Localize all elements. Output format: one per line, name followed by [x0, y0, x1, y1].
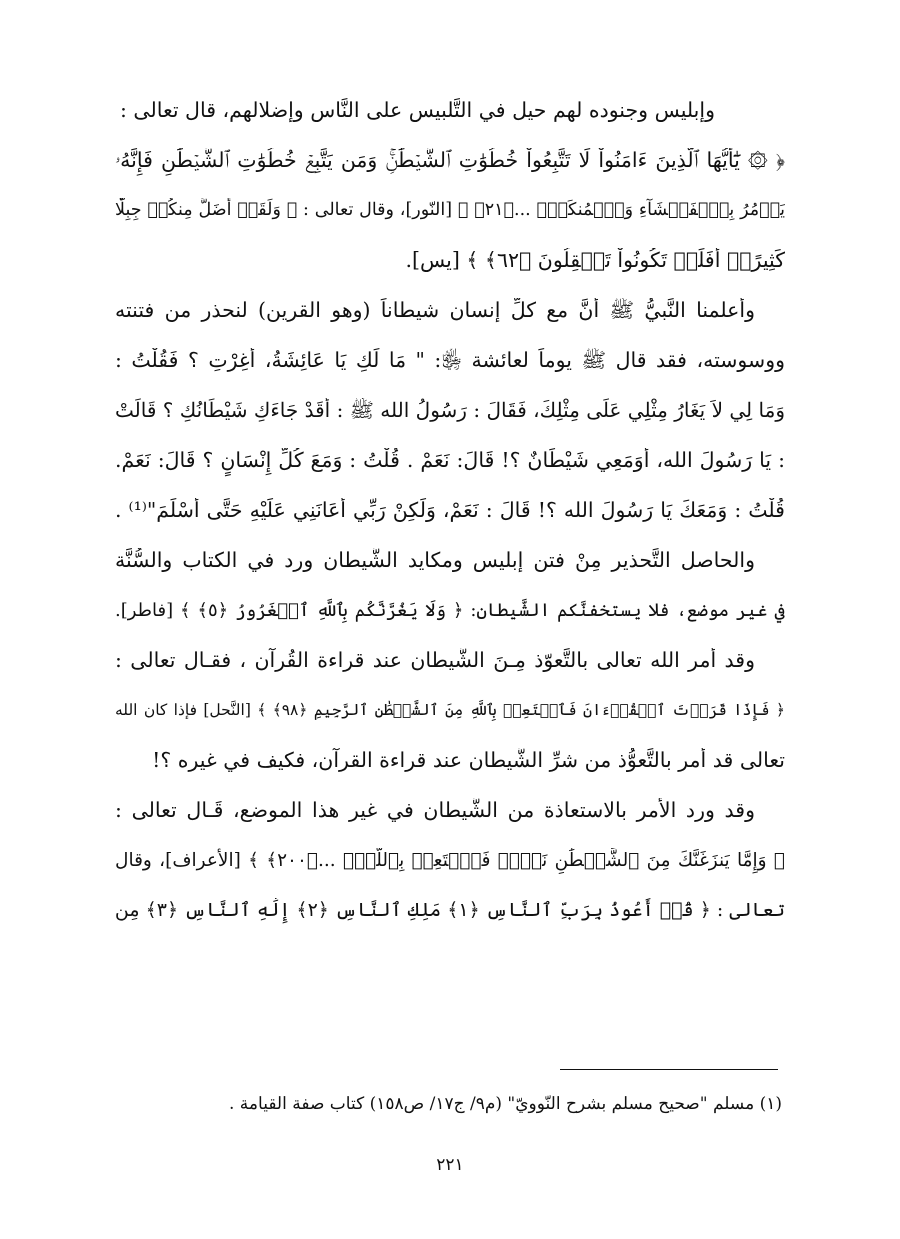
text-line: وإبليس وجنوده لهم حيل في التَّلبيس على النَّاس وإضلالهم، قال تعالى : [119, 98, 715, 122]
text-line: والحاصل التَّحذير مِنْ فتن إبليس ومكايد الشَّيطان ورد في الكتاب والسُّنَّة [115, 548, 755, 572]
footnote-divider [560, 1069, 778, 1070]
footnote: (١) مسلم "صحيح مسلم بشرح النّوويّ" (م٩/ ج١٧/ ص١٥٨) كتاب صفة القيامة . [228, 1094, 782, 1114]
main-text [115, 98, 785, 948]
text-line: تعالى : ﴿ قُلۡ أَعُوذُ بِرَبِّ ٱلنَّاسِ ﴿١﴾ مَلِكِ ٱلنَّاسِ ﴿٢﴾ إِلَٰهِ ٱلنَّاسِ ﴿٣﴾ مِن [115, 899, 785, 921]
text-line: تعالى قد أمر بالتَّعوُّذ من شرِّ الشَّيطان عند قراءة القرآن، فكيف في غيره ؟! [152, 748, 785, 772]
text-line: : يَا رَسُولَ الله، أَوَمَعِي شَيْطَانٌ ؟! قَالَ: نَعَمْ . قُلْتُ : وَمَعَ كُلِّ إِنْسَانٍ ؟ قَالَ: نَعَمْ. [115, 448, 785, 472]
text-line: ﴿ ۞ يَٰٓأَيُّهَا ٱلَّذِينَ ءَامَنُواْ لَا تَتَّبِعُواْ خُطُوَٰتِ ٱلشَّيۡطَٰنِۚ وَمَن يَتَّبِعۡ خُطُوَٰتِ ٱلشَّيۡطَٰنِ فَإِنَّهُۥ [115, 148, 785, 172]
text-line: وَمَا لِي لاَ يَغَارُ مِثْلِي عَلَى مِثْلِكَ، فَقَالَ : رَسُولُ الله ﷺ : أَقَدْ جَاءَكِ شَيْطَانُكِ ؟ قَالَتْ [115, 398, 785, 422]
text-line: يَأۡمُرُ بِٱلۡفَحۡشَآءِ وَٱلۡمُنكَرِۚ ...﴿٢١﴾ ﴾ [النّور]، وقال تعالى : ﴿ وَلَقَدۡ أَضَلَّ مِنكُمۡ جِبِلّٗا [115, 200, 785, 220]
page-number: ٢٢١ [436, 1155, 464, 1175]
text-line: ﴿ وَإِمَّا يَنزَغَنَّكَ مِنَ ٱلشَّيۡطَٰنِ نَزۡغٞ فَٱسۡتَعِذۡ بِٱللَّهِۚ ...﴿٢٠٠﴾ ﴾ [الأعراف]، وقال [115, 850, 785, 871]
text-line: وقد أمر الله تعالى بالتَّعوّذ مِـنَ الشَّيطان عند قراءة القُرآن ، فقـال تعالى : [115, 648, 755, 672]
text-line: وقد ورد الأمر بالاستعاذة من الشَّيطان في غير هذا الموضع، قَـال تعالى : [115, 798, 755, 822]
text-line: قُلْتُ : وَمَعَكَ يَا رَسُولَ الله ؟! قَالَ : نَعَمْ، وَلَكِنْ رَبِّي أَعَانَنِي عَلَيْهِ حَتَّى أَسْلَمَ"⁽¹⁾ . [115, 498, 785, 522]
text-line: ووسوسته، فقد قال ﷺ يوماً لعائشة ﵂: " مَا لَكِ يَا عَائِشَةُ، أَغِرْتِ ؟ فَقُلْتُ : [115, 348, 785, 372]
text-line: وأعلمنا النَّبيُّ ﷺ أنَّ مع كلِّ إنسان شيطاناً (وهو القرين) لنحذر من فتنته [115, 298, 755, 322]
text-line: ﴿ فَإِذَا قَرَأۡتَ ٱلۡقُرۡءَانَ فَٱسۡتَعِذۡ بِٱللَّهِ مِنَ ٱلشَّيۡطَٰنِ ٱلرَّجِيمِ ﴿٩٨﴾ ﴾ [النَّحل] فإذا كان الله [115, 701, 785, 719]
text-line: كَثِيرًاۖ أَفَلَمۡ تَكُونُواْ تَعۡقِلُونَ ﴿٦٢﴾ ﴾ [يس]. [405, 248, 785, 272]
text-line: في غير موضع، فلا يستخفنَّكم الشَّيطان: ﴿ وَلَا يَغُرَّنَّكُم بِٱللَّهِ ٱلۡغَرُورُ ﴿٥﴾ ﴾ [فاطر]. [115, 600, 785, 621]
